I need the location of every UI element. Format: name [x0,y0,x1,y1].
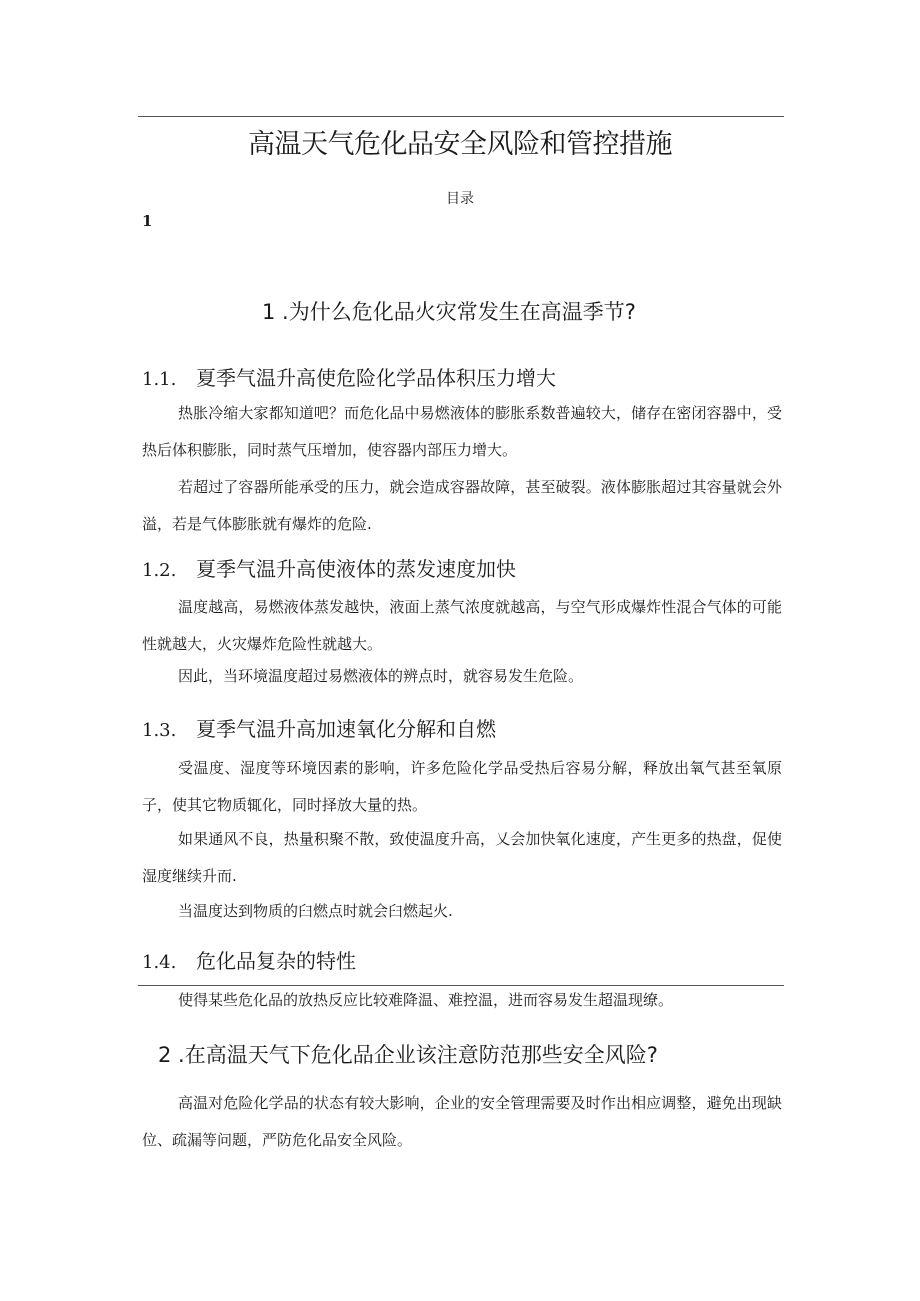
section-1-2-title: 夏季气温升高使液体的蒸发速度加快 [196,557,516,581]
paragraph: 温度越高，易燃液体蒸发越快，液面上蒸气浓度就越高，与空气形成爆炸性混合气体的可能性就越大，火灾爆炸危险性就越大。 [142,598,782,653]
paragraph: 当温度达到物质的臼燃点时就会臼燃起火. [178,902,453,920]
section-1-1-number: 1.1. [142,369,177,390]
paragraph: 高温对危险化学品的状态有较大影响，企业的安全管理需要及时作出相应调整，避免出现缺位、疏漏等问题，严防危化品安全风险。 [142,1094,782,1149]
section-1-2-number: 1.2. [142,560,177,581]
paragraph: 使得某些危化品的放热反应比较难降温、难控温，进而容易发生超温现缭。 [178,991,674,1009]
section-1-3-heading [142,713,496,742]
paragraph: 若超过了容器所能承受的压力，就会造成容器故障，甚至破裂。液体膨胀超过其容量就会外溢，若是气体膨胀就有爆炸的危险. [142,478,782,533]
section-1-4-heading [142,945,356,974]
section-1-1-title: 夏季气温升高使危险化学品体积压力增大 [196,366,556,390]
paragraph: 热胀冷缩大家都知道吧？而危化品中易燃液体的膨胀系数普遍较大，储存在密闭容器中，受热后体积膨胀，同时蒸气压增加，使容器内部压力增大。 [142,404,782,459]
section-1-2-heading [142,553,516,582]
paragraph: 因此，当环境温度超过易燃液体的辨点时，就容易发生危险。 [178,667,584,685]
paragraph: 受温度、湿度等环境因素的影响，许多危险化学品受热后容易分解，释放出氧气甚至氧原子，使其它物质辄化，同时择放大量的热。 [142,759,782,814]
section-1-1-heading [142,362,556,391]
section-1-heading: 1 .为什么危化品火灾常发生在高温季节? [262,300,636,324]
top-rule [138,116,784,117]
section-2-heading: 2 .在高温天气下危化品企业该注意防范那些安全风险? [158,1043,658,1067]
section-1-4-number: 1.4. [142,952,177,973]
toc-label: 目录 [446,191,474,207]
document-title: 高温天气危化品安全风险和管控措施 [248,129,672,160]
section-1-3-number: 1.3. [142,720,177,741]
toc-number: 1 [142,212,153,230]
paragraph: 如果通风不良，热量积聚不散，致使温度升高，乂会加快氧化速度，产生更多的热盘，促使湿度继续升而. [142,830,782,885]
section-1-4-title: 危化品复杂的特性 [196,949,356,973]
section-1-3-title: 夏季气温升高加速氧化分解和自燃 [196,717,496,741]
